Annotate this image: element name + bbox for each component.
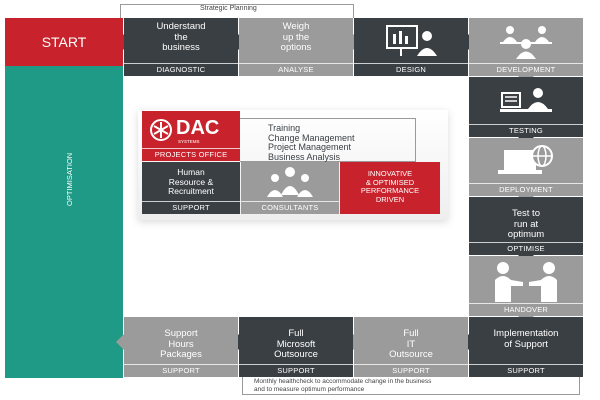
services-list — [268, 124, 355, 162]
dac-logo-sub: SYSTEMS — [178, 139, 200, 144]
development-label: DEVELOPMENT — [469, 63, 583, 76]
dac-logo-mark — [150, 119, 172, 141]
it-outsource-tile[interactable] — [354, 317, 468, 377]
team-meeting-icon — [496, 22, 556, 60]
service-change-management: Change Management — [268, 132, 355, 143]
design-label: DESIGN — [354, 63, 468, 76]
projects-office-label: PROJECTS OFFICE — [142, 148, 240, 161]
start-tile[interactable] — [5, 18, 123, 66]
analyse-label: ANALYSE — [239, 63, 353, 76]
hr-title: Human Resource & Recruitment — [168, 167, 214, 196]
dac-logo-text: DAC — [176, 117, 220, 139]
implementation-tile[interactable] — [469, 317, 583, 377]
optimisation-bar — [5, 66, 123, 378]
hr-tile[interactable] — [142, 162, 240, 214]
testing-label: TESTING — [469, 124, 583, 137]
service-business-analysis: Business Analysis — [268, 151, 341, 162]
handover-label: HANDOVER — [469, 303, 583, 316]
optimise-tile[interactable] — [469, 197, 583, 255]
hr-label: SUPPORT — [142, 201, 240, 214]
diagnostic-label: DIAGNOSTIC — [124, 63, 238, 76]
diagnostic-tile[interactable] — [124, 18, 238, 76]
innovative-text: INNOVATIVE & OPTIMISED PERFORMANCE DRIVEN — [360, 169, 420, 204]
optimise-title: Test to run at optimum — [507, 208, 545, 240]
healthcheck-note: Monthly healthcheck to accommodate change in the business and to measure optimum performance — [254, 378, 432, 393]
diagnostic-title: Understand the business — [156, 21, 206, 53]
service-project-management: Project Management — [268, 142, 352, 152]
strategic-planning-label: Strategic Planning — [200, 5, 257, 12]
laptop-globe-icon — [496, 144, 556, 180]
deployment-tile[interactable] — [469, 138, 583, 196]
start-label: START — [41, 34, 87, 50]
analyse-tile[interactable] — [239, 18, 353, 76]
consultants-label: CONSULTANTS — [241, 201, 339, 214]
testing-desk-icon — [496, 85, 556, 119]
design-presentation-icon — [381, 24, 441, 58]
analyse-title: Weigh up the options — [280, 21, 312, 53]
consultants-icon — [261, 165, 319, 201]
innovative-tile — [340, 162, 440, 214]
development-tile[interactable] — [469, 18, 583, 76]
support-hours-label: SUPPORT — [124, 364, 238, 377]
handover-tile[interactable] — [469, 256, 583, 316]
dac-logo-tile — [142, 111, 240, 161]
handshake-icon — [493, 260, 559, 302]
it-outsource-label: SUPPORT — [354, 364, 468, 377]
testing-tile[interactable] — [469, 77, 583, 137]
microsoft-outsource-title: Full Microsoft Outsource — [274, 328, 318, 360]
support-hours-arrow — [116, 334, 124, 350]
microsoft-outsource-tile[interactable] — [239, 317, 353, 377]
implementation-title: Implementation of Support — [493, 328, 559, 350]
service-training: Training — [268, 123, 301, 133]
microsoft-outsource-label: SUPPORT — [239, 364, 353, 377]
support-hours-tile[interactable] — [124, 317, 238, 377]
deployment-label: DEPLOYMENT — [469, 183, 583, 196]
optimise-label: OPTIMISE — [469, 242, 583, 255]
consultants-tile[interactable] — [241, 162, 339, 214]
implementation-label: SUPPORT — [469, 364, 583, 377]
support-hours-title: Support Hours Packages — [160, 328, 202, 360]
design-tile[interactable] — [354, 18, 468, 76]
optimisation-label: OPTIMISATION — [65, 152, 74, 206]
it-outsource-title: Full IT Outsource — [389, 328, 433, 360]
